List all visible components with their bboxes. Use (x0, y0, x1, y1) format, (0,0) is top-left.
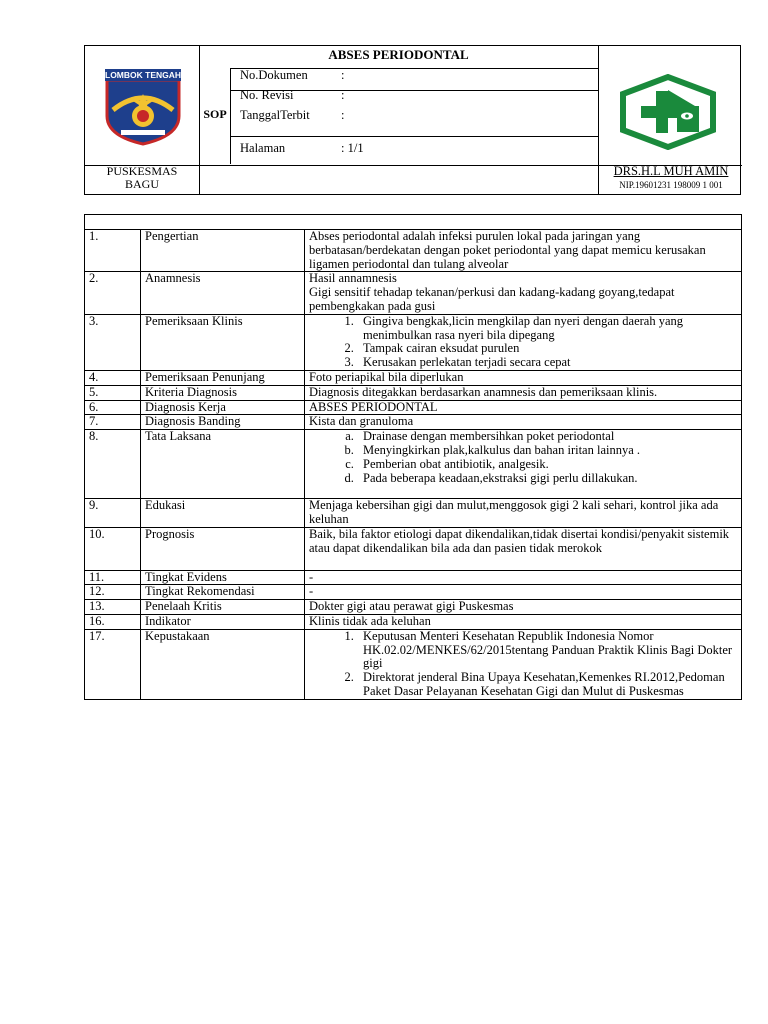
lettered-list (309, 430, 737, 485)
list-item: d. Pada beberapa keadaan,ekstraksi gigi perlu dillakukan. (357, 472, 737, 486)
signatory-name: DRS.H.L MUH AMIN (613, 164, 729, 178)
content-line: Gigi sensitif tehadap tekanan/perkusi dan kadang-kadang goyang,tedapat pembengkakan pada gusi (309, 285, 675, 313)
row-content: Kista dan granuloma (305, 415, 742, 430)
table-row (85, 370, 742, 385)
row-number: 17. (85, 629, 141, 699)
row-content: Foto periapikal bila diperlukan (305, 370, 742, 385)
row-label: Prognosis (141, 527, 305, 570)
list-item: 2. Direktorat jenderal Bina Upaya Kesehatan,Kemenkes RI.2012,Pedoman Paket Dasar Pelayanan Kesehatan Gigi dan Mulut di Puskesmas (357, 671, 737, 699)
table-row (85, 629, 742, 699)
row-number: 7. (85, 415, 141, 430)
sop-content-table (84, 214, 742, 700)
field-value-no-revisi: : (341, 88, 345, 102)
header-divider (598, 46, 599, 194)
table-row (85, 230, 742, 272)
row-content (305, 272, 742, 314)
row-number: 16. (85, 614, 141, 629)
row-number: 3. (85, 314, 141, 370)
org-name-line1: PUSKESMAS (106, 164, 178, 178)
row-label: Edukasi (141, 499, 305, 528)
row-label: Anamnesis (141, 272, 305, 314)
field-label-halaman: Halaman (240, 141, 286, 155)
row-label: Penelaah Kritis (141, 600, 305, 615)
row-content: - (305, 570, 742, 585)
puskesmas-logo (619, 74, 717, 150)
numbered-list (309, 315, 737, 370)
row-label: Pengertian (141, 230, 305, 272)
table-row (85, 600, 742, 615)
row-number: 1. (85, 230, 141, 272)
row-content: Diagnosis ditegakkan berdasarkan anamnesis dan pemeriksaan klinis. (305, 385, 742, 400)
row-number: 8. (85, 430, 141, 499)
row-label: Kepustakaan (141, 629, 305, 699)
row-content: Baik, bila faktor etiologi dapat dikendalikan,tidak disertai kondisi/penyakit sistemik atau dapat dikendalikan bila ada dan pasien tidak merokok (305, 527, 742, 570)
row-label: Tata Laksana (141, 430, 305, 499)
signatory-nip: NIP.19601231 198009 1 001 (619, 180, 723, 190)
list-item: 2. Tampak cairan eksudat purulen (357, 342, 737, 356)
numbered-list (309, 630, 737, 699)
row-label: Diagnosis Banding (141, 415, 305, 430)
table-top-row (85, 215, 742, 230)
row-number: 5. (85, 385, 141, 400)
table-row (85, 527, 742, 570)
row-number: 13. (85, 600, 141, 615)
table-row (85, 385, 742, 400)
row-number: 10. (85, 527, 141, 570)
field-value-tanggal-terbit: : (341, 108, 345, 122)
lombok-tengah-logo (99, 68, 187, 146)
list-item: 1. Gingiva bengkak,licin mengkilap dan nyeri dengan daerah yang menimbulkan rasa nyeri bila dipegang (357, 315, 737, 343)
table-row (85, 430, 742, 499)
row-label: Kriteria Diagnosis (141, 385, 305, 400)
table-row (85, 585, 742, 600)
list-item: b. Menyingkirkan plak,kalkulus dan bahan iritan lainnya . (357, 444, 737, 458)
list-item: a. Drainase dengan membersihkan poket periodontal (357, 430, 737, 444)
table-row (85, 272, 742, 314)
field-value-no-dokumen: : (341, 68, 345, 82)
row-content: Menjaga kebersihan gigi dan mulut,menggosok gigi 2 kali sehari, kontrol jika ada keluhan (305, 499, 742, 528)
row-content (305, 629, 742, 699)
table-row (85, 415, 742, 430)
field-label-no-dokumen: No.Dokumen (240, 68, 308, 82)
row-label: Pemeriksaan Klinis (141, 314, 305, 370)
row-label: Tingkat Rekomendasi (141, 585, 305, 600)
row-number: 4. (85, 370, 141, 385)
header-rule (230, 136, 598, 137)
row-label: Indikator (141, 614, 305, 629)
list-item: 1. Keputusan Menteri Kesehatan Republik Indonesia Nomor HK.02.02/MENKES/62/2015tentang Panduan Praktik Klinis Bagi Dokter gigi (357, 630, 737, 671)
table-row (85, 614, 742, 629)
table-row (85, 570, 742, 585)
row-content (305, 314, 742, 370)
row-content: Klinis tidak ada keluhan (305, 614, 742, 629)
row-label: Diagnosis Kerja (141, 400, 305, 415)
row-number: 6. (85, 400, 141, 415)
row-number: 2. (85, 272, 141, 314)
sop-label: SOP (203, 107, 227, 121)
row-number: 11. (85, 570, 141, 585)
document-header (84, 45, 741, 195)
row-number: 9. (85, 499, 141, 528)
row-content: Dokter gigi atau perawat gigi Puskesmas (305, 600, 742, 615)
row-label: Pemeriksaan Penunjang (141, 370, 305, 385)
row-content: - (305, 585, 742, 600)
header-divider (230, 68, 231, 164)
logo-caption: LOMBOK TENGAH (105, 70, 182, 80)
list-item: 3. Kerusakan perlekatan terjadi secara cepat (357, 356, 737, 370)
content-line: Hasil annamnesis (309, 271, 397, 286)
row-label: Tingkat Evidens (141, 570, 305, 585)
table-row (85, 499, 742, 528)
field-label-tanggal-terbit: TanggalTerbit (240, 108, 310, 122)
table-row (85, 400, 742, 415)
row-content: Abses periodontal adalah infeksi purulen lokal pada jaringan yang berbatasan/berdekatan dengan poket periodontal yang dapat memicu kerusakan ligamen periodontal dan tulang alveolar (305, 230, 742, 272)
row-number: 12. (85, 585, 141, 600)
table-row (85, 314, 742, 370)
row-content (305, 430, 742, 499)
field-value-halaman: : 1/1 (341, 141, 364, 155)
list-item: c. Pemberian obat antibiotik, analgesik. (357, 458, 737, 472)
field-label-no-revisi: No. Revisi (240, 88, 294, 102)
row-content: ABSES PERIODONTAL (305, 400, 742, 415)
document-title: ABSES PERIODONTAL (328, 47, 469, 62)
org-name-line2: BAGU (124, 177, 159, 191)
